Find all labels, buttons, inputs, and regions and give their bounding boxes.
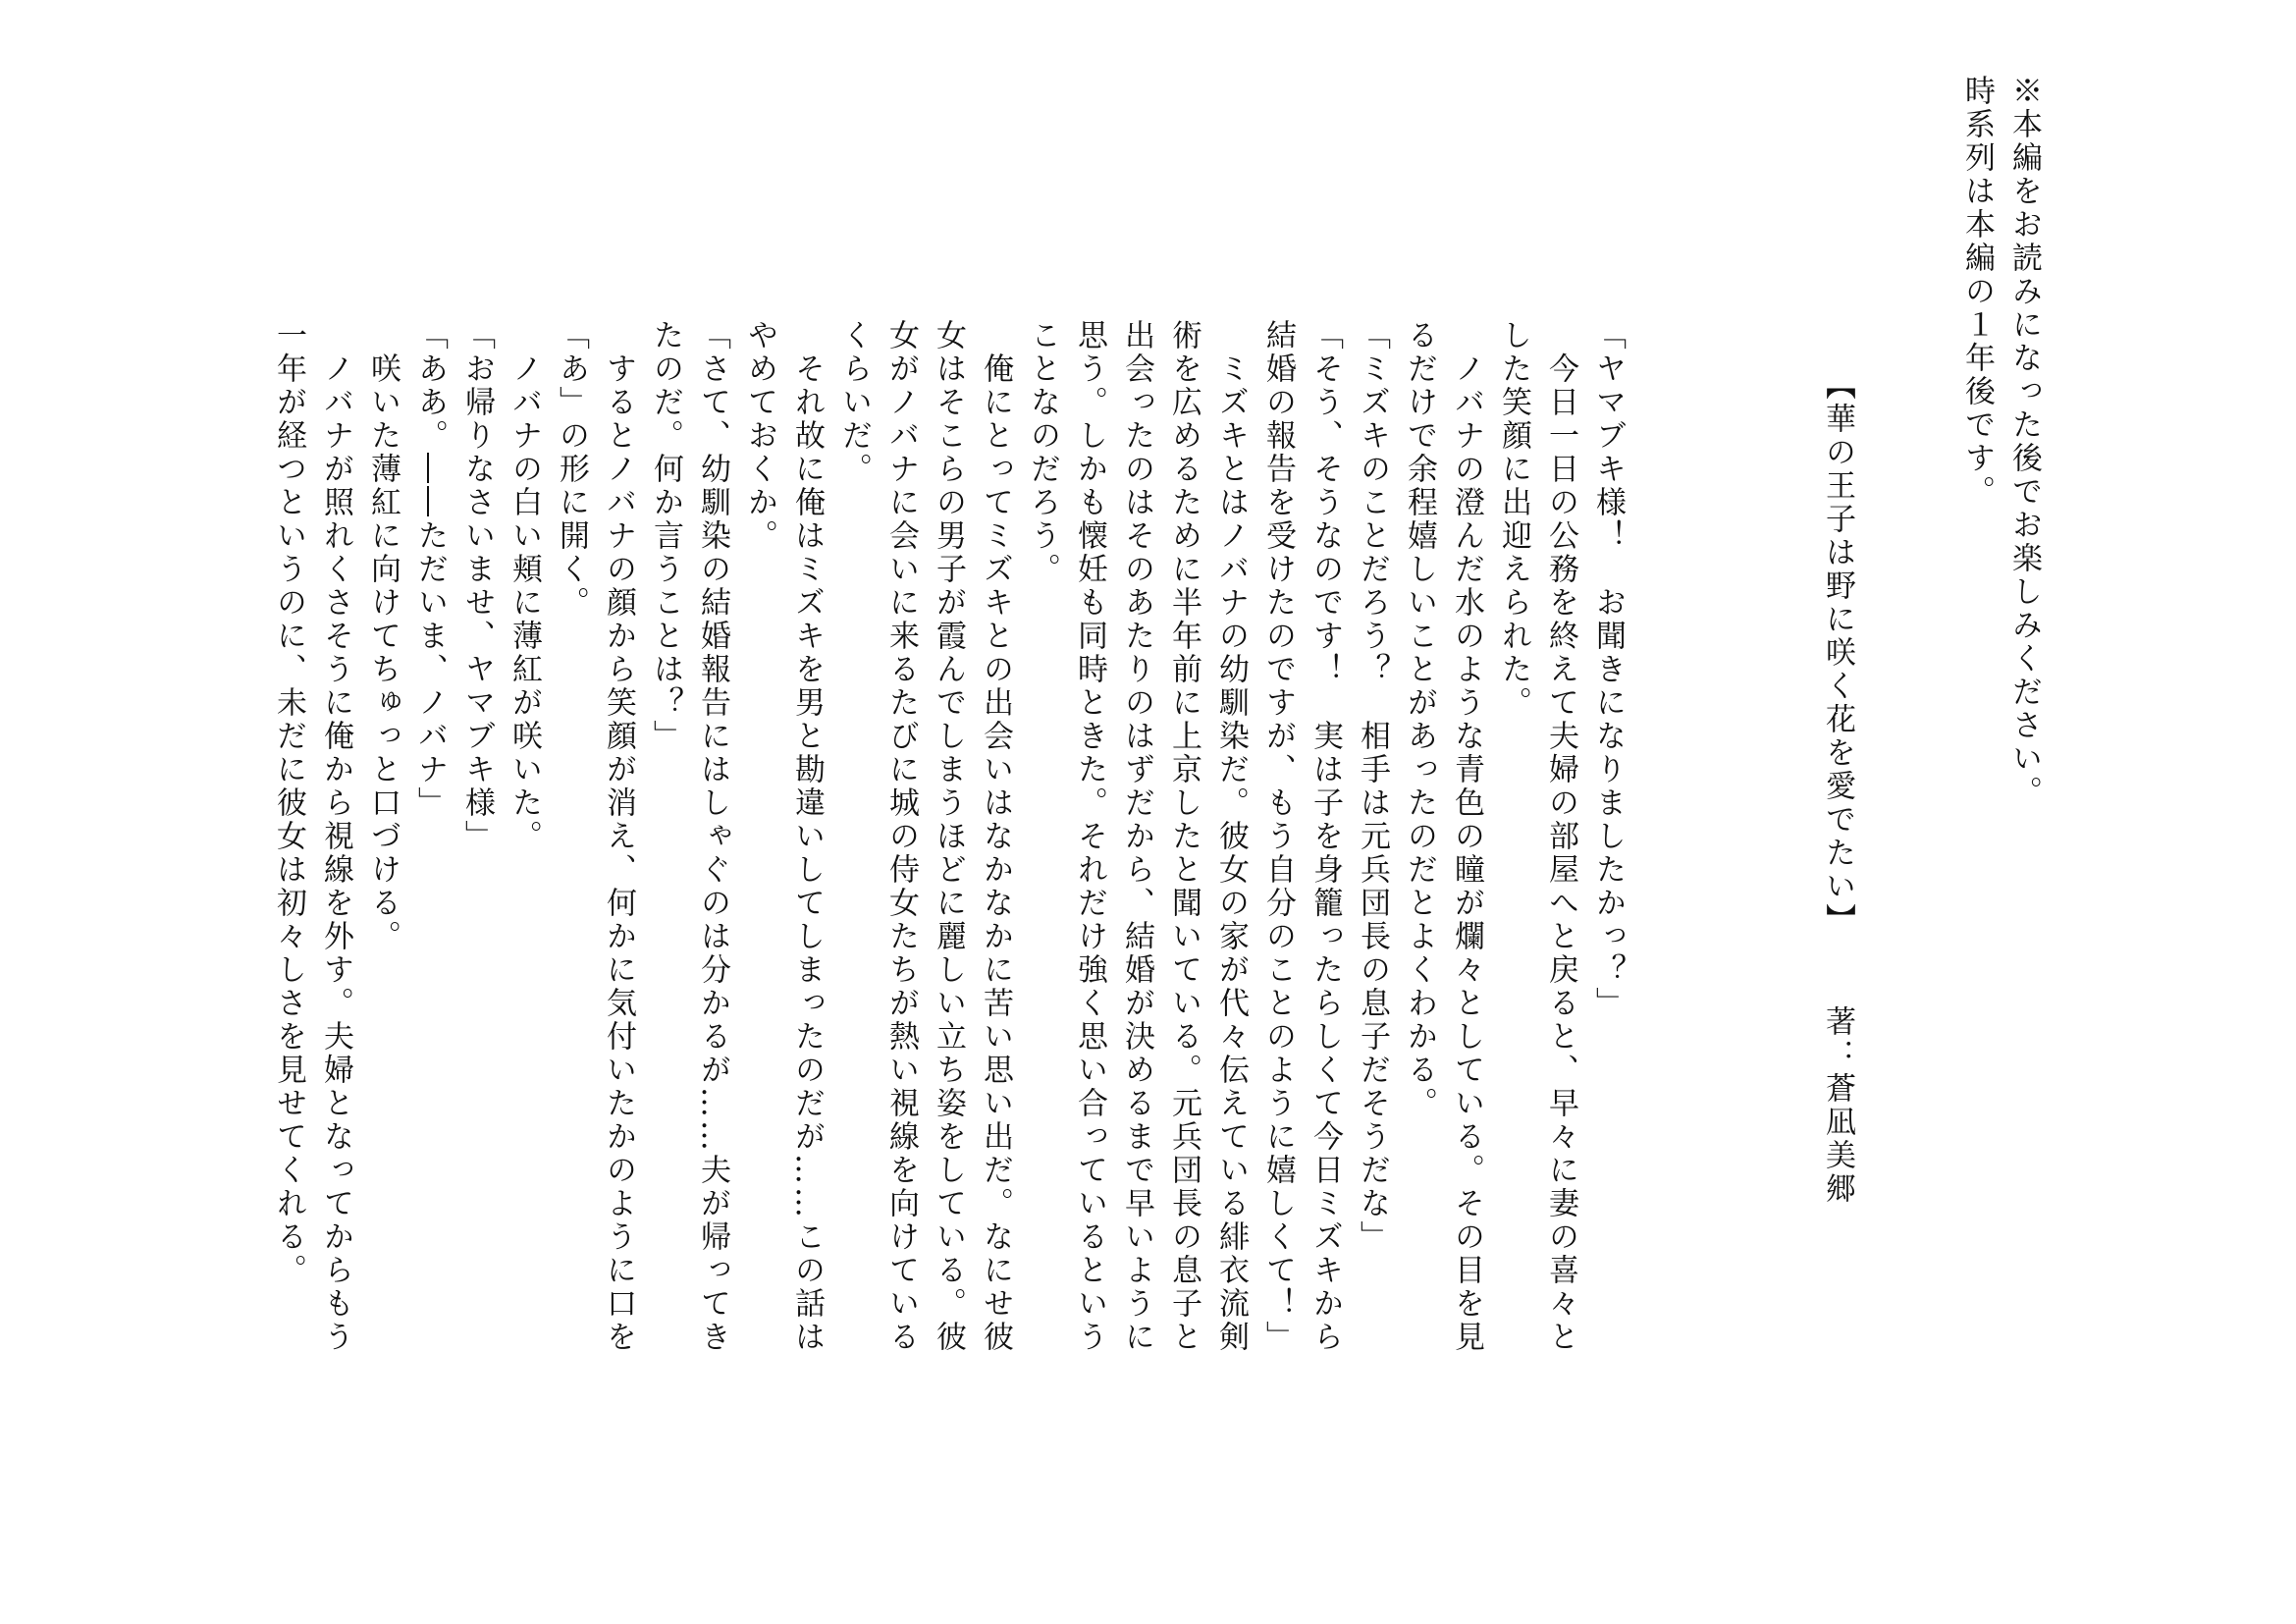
reading-note [1953, 75, 2048, 809]
body-line: それ故に俺はミズキを男と勘違いしてしまったのだが……この話は [789, 319, 825, 1354]
body-line: した笑顔に出迎えられた。 [1496, 319, 1531, 720]
body-line: 一年が経つというのに、未だに彼女は初々しさを見せてくれる。 [271, 319, 306, 1287]
body-line: ミズキとはノバナの幼馴染だ。彼女の家が代々伝えている緋衣流剣 [1213, 319, 1249, 1354]
note-line: 時系列は本編の１年後です。 [1959, 75, 1995, 509]
story-body [265, 319, 1631, 1354]
body-line: 俺にとってミズキとの出会いはなかなかに苦い思い出だ。なにせ彼 [978, 319, 1013, 1354]
body-line: 結婚の報告を受けたのですが、もう自分のことのように嬉しくて！」 [1260, 319, 1296, 1354]
body-line: 出会ったのはそのあたりのはずだから、結婚が決めるまで早いように [1119, 319, 1154, 1354]
body-line: くらいだ。 [836, 319, 872, 486]
body-line: 「ああ。――ただいま、ノバナ」 [412, 319, 448, 820]
body-line: ノバナの澄んだ水のような青色の瞳が爛々としている。その目を見 [1449, 319, 1484, 1354]
body-line: ノバナの白い頬に薄紅が咲いた。 [507, 319, 542, 853]
body-line: 「ミズキのことだろう？ 相手は元兵団長の息子だそうだな」 [1355, 319, 1390, 1254]
story-author: 著：蒼凪美郷 [1820, 1005, 1855, 1207]
body-line: 術を広めるために半年前に上京したと聞いている。元兵団長の息子と [1166, 319, 1201, 1354]
story-header [1767, 319, 1908, 1206]
body-line: るだけで余程嬉しいことがあったのだとよくわかる。 [1402, 319, 1437, 1120]
note-line: ※本編をお読みになった後でお楽しみください。 [2006, 75, 2042, 809]
body-line: 「あ」の形に開く。 [554, 319, 589, 620]
body-line: やめておくか。 [742, 319, 777, 553]
body-line: 咲いた薄紅に向けてちゅっと口づける。 [365, 319, 400, 953]
body-line: たのだ。何か言うことは？」 [648, 319, 683, 753]
body-line: 「そう、そうなのです！ 実は子を身籠ったらしくて今日ミズキから [1308, 319, 1343, 1354]
body-line: 今日一日の公務を終えて夫婦の部屋へと戻ると、早々に妻の喜々と [1543, 319, 1578, 1354]
body-line: ことなのだろう。 [1025, 319, 1060, 586]
body-line: 思う。しかも懐妊も同時ときた。それだけ強く思い合っているという [1072, 319, 1107, 1354]
body-line: 「さて、幼馴染の結婚報告にはしゃぐのは分かるが……夫が帰ってき [695, 319, 730, 1354]
body-line: 「ヤマブキ様！ お聞きになりましたかっ？」 [1590, 319, 1626, 1020]
body-line: 女はそこらの男子が霞んでしまうほどに麗しい立ち姿をしている。彼 [931, 319, 966, 1354]
body-line: ノバナが照れくさそうに俺から視線を外す。夫婦となってからもう [318, 319, 353, 1354]
body-line: 女がノバナに会いに来るたびに城の侍女たちが熱い視線を向けている [883, 319, 919, 1354]
body-line: 「お帰りなさいませ、ヤマブキ様」 [459, 319, 495, 853]
story-title: 【華の王子は野に咲く花を愛でたい】 [1820, 369, 1855, 938]
body-line: するとノバナの顔から笑顔が消え、何かに気付いたかのように口を [601, 319, 636, 1354]
